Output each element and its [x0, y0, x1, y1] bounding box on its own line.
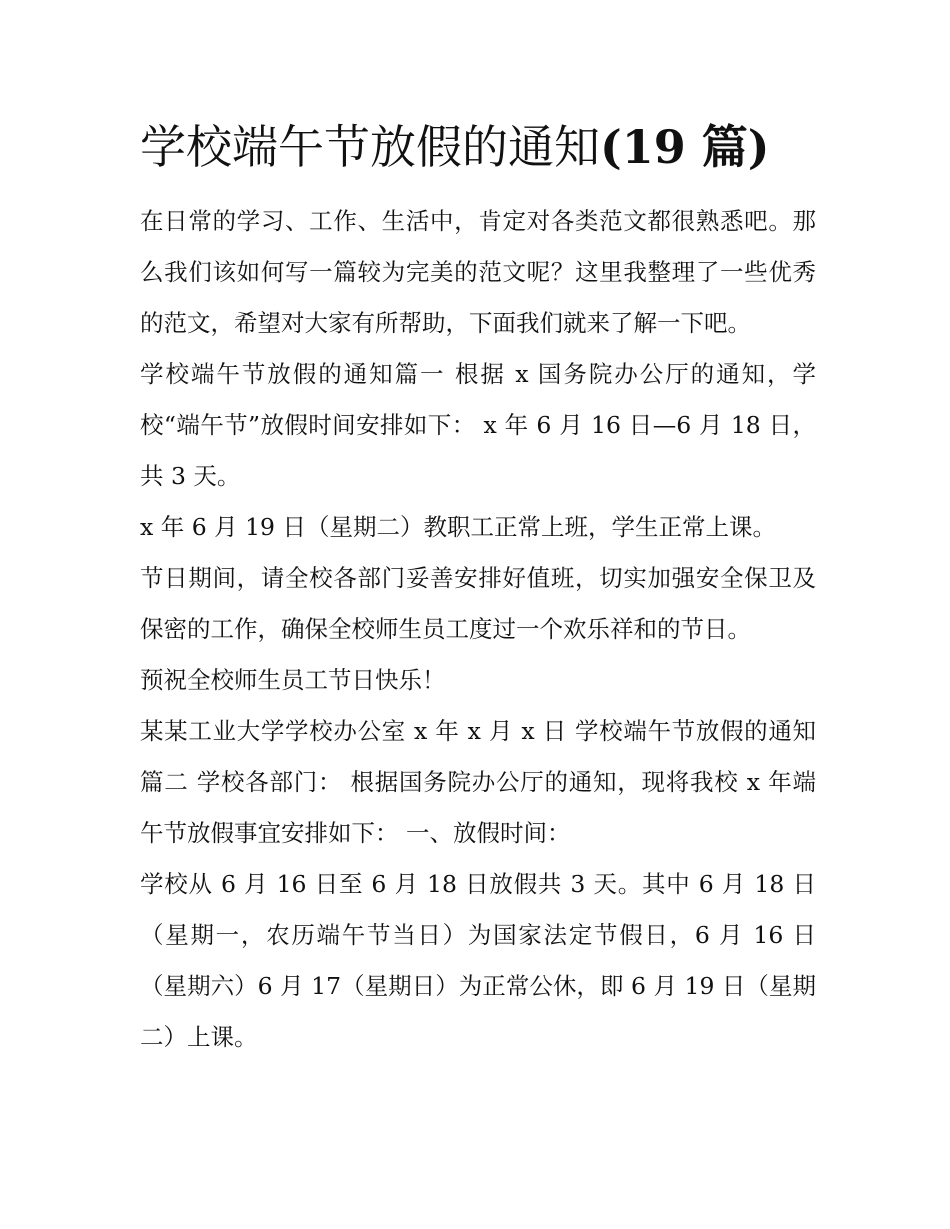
paragraph-notice-one: 学校端午节放假的通知篇一 根据 x 国务院办公厅的通知，学校“端午节”放假时间安排如下： x 年 6 月 16 日—6 月 18 日，共 3 天。	[140, 360, 816, 490]
paragraph-holiday-schedule: 学校从 6 月 16 日至 6 月 18 日放假共 3 天。其中 6 月 18 日（星期一，农历端午节当日）为国家法定节假日，6 月 16 日（星期六）6 月 17（星期日）为正常公休，即 6 月 19 日（星期二）上课。	[140, 870, 816, 1051]
title-main: 学校端午节放假的通知	[140, 120, 600, 174]
document-body	[140, 196, 816, 1063]
paragraph-work-resume: x 年 6 月 19 日（星期二）教职工正常上班，学生正常上课。	[140, 513, 776, 541]
paragraph-greeting: 预祝全校师生员工节日快乐！	[140, 666, 446, 694]
title-count: (19 篇)	[600, 120, 770, 174]
paragraph-duty-arrangement: 节日期间，请全校各部门妥善安排好值班，切实加强安全保卫及保密的工作，确保全校师生员工度过一个欢乐祥和的节日。	[140, 564, 816, 643]
paragraph-intro: 在日常的学习、工作、生活中，肯定对各类范文都很熟悉吧。那么我们该如何写一篇较为完美的范文呢？这里我整理了一些优秀的范文，希望对大家有所帮助，下面我们就来了解一下吧。	[140, 207, 816, 337]
paragraph-notice-two: 某某工业大学学校办公室 x 年 x 月 x 日 学校端午节放假的通知篇二 学校各部门： 根据国务院办公厅的通知，现将我校 x 年端午节放假事宜安排如下： 一、放假时间：	[140, 717, 816, 847]
document-title	[140, 112, 840, 182]
